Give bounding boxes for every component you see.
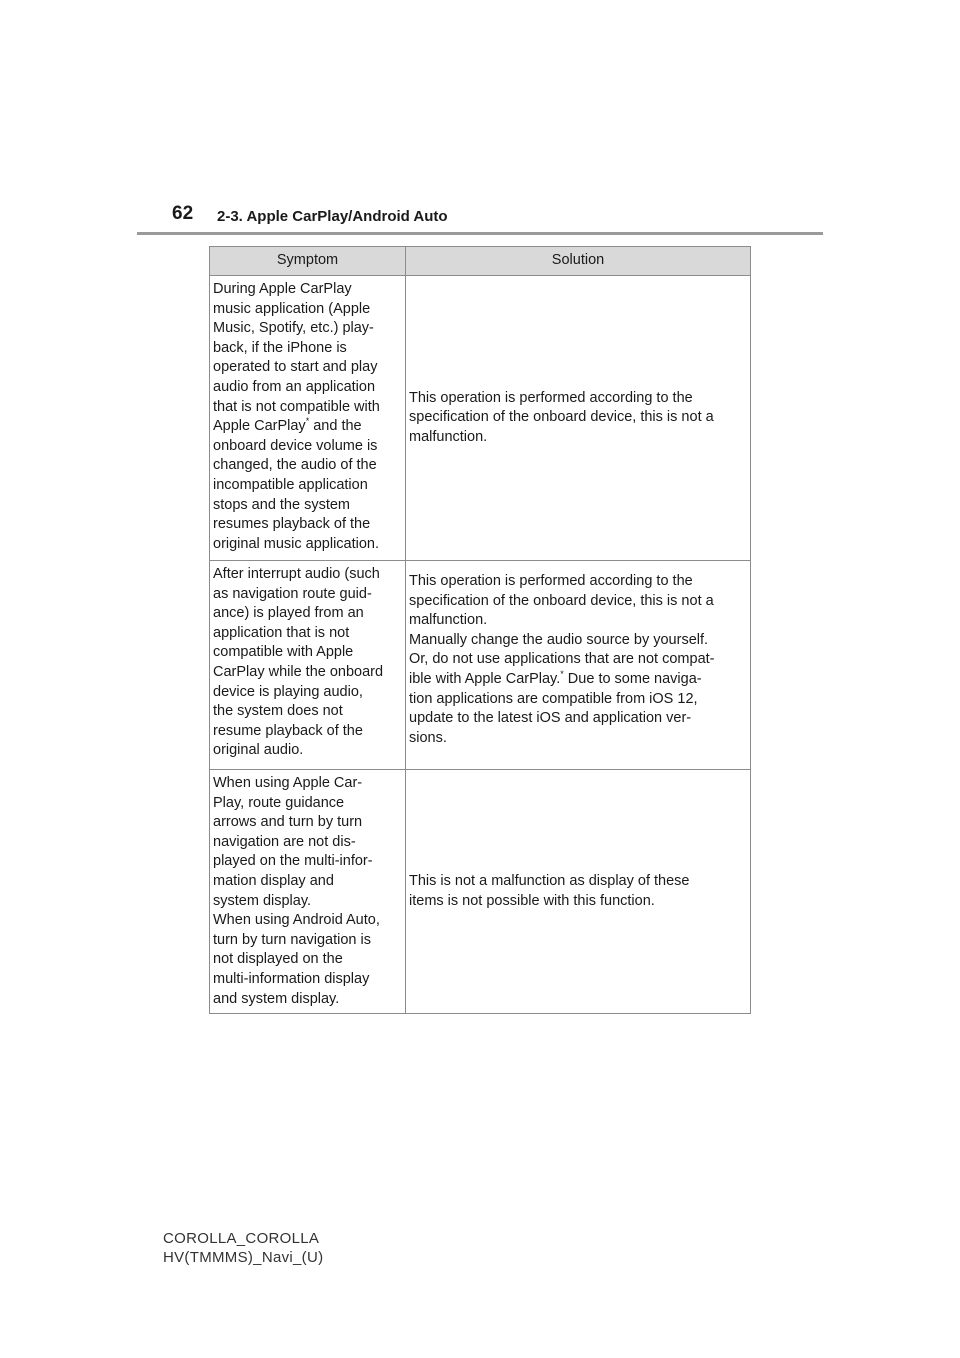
footnote-mark: * bbox=[560, 669, 564, 680]
table-row bbox=[210, 561, 751, 770]
solution-text: This operation is performed according to the specification of the onboard device, this is not a malfunction. bbox=[409, 389, 714, 445]
symptom-cell bbox=[210, 561, 406, 770]
page-number: 62 bbox=[172, 203, 194, 224]
symptom-text-cont: and the onboard device volume is changed, the audio of the incompatible application stops and the system resumes playback of the original music application. bbox=[213, 418, 380, 552]
solution-cell bbox=[406, 770, 751, 1014]
header-divider bbox=[137, 232, 823, 235]
solution-cell bbox=[406, 276, 751, 561]
symptom-text: When using Apple Car- Play, route guidance arrows and turn by turn navigation are not dis- played on the multi-infor- mation display and system display. When using Android Auto, turn by turn navigation is not displayed on the multi-information display and system display. bbox=[213, 775, 380, 1007]
symptom-solution-table bbox=[209, 246, 751, 1014]
symptom-cell bbox=[210, 276, 406, 561]
solution-text-cont: Due to some naviga- tion applications are compatible from iOS 12, update to the latest iOS and application ver- sions. bbox=[409, 670, 702, 746]
solution-column-header: Solution bbox=[406, 247, 751, 276]
table-row bbox=[210, 770, 751, 1014]
table-header-row bbox=[210, 247, 751, 276]
section-title: 2-3. Apple CarPlay/Android Auto bbox=[217, 208, 448, 225]
solution-cell bbox=[406, 561, 751, 770]
table-row bbox=[210, 276, 751, 561]
footer-model-code bbox=[163, 1229, 323, 1267]
solution-text: This is not a malfunction as display of these items is not possible with this function. bbox=[409, 872, 690, 909]
symptom-text: During Apple CarPlay music application (Apple Music, Spotify, etc.) play- back, if the iPhone is operated to start and play audio from an application that is not compatible with Apple CarPlay bbox=[213, 281, 380, 435]
symptom-column-header: Symptom bbox=[210, 247, 406, 276]
footnote-mark: * bbox=[305, 416, 310, 427]
symptom-text: After interrupt audio (such as navigation route guid- ance) is played from an application that is not compatible with Apple CarPlay while the onboard device is playing audio, the system does not resume playback of the original audio. bbox=[213, 566, 384, 759]
footer-line-1: COROLLA_COROLLA bbox=[163, 1230, 320, 1247]
footer-line-2: HV(TMMMS)_Navi_(U) bbox=[163, 1249, 324, 1266]
solution-text: This operation is performed according to the specification of the onboard device, this is not a malfunction. Manually change the audio source by yourself. Or, do not use applications that are not compat- ible with Apple CarPlay. bbox=[409, 573, 715, 687]
symptom-cell bbox=[210, 770, 406, 1014]
